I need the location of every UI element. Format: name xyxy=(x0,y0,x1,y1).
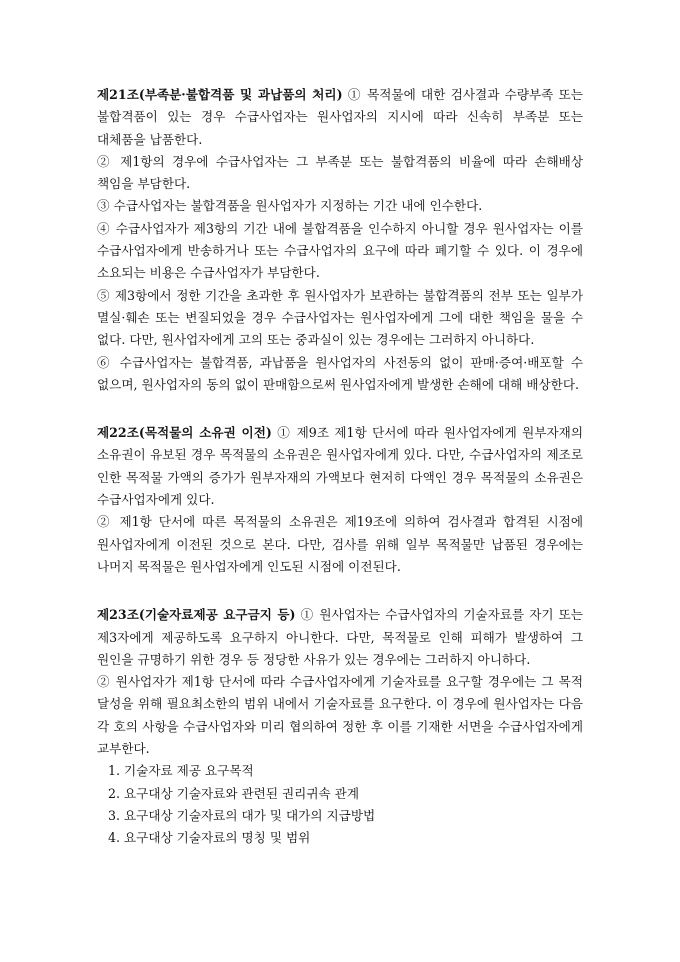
article-23 xyxy=(97,604,583,849)
list-item: 4. 요구대상 기술자료의 명칭 및 범위 xyxy=(108,830,311,846)
list-item: 2. 요구대상 기술자료와 관련된 권리귀속 관계 xyxy=(108,785,360,801)
document-page xyxy=(97,84,583,850)
article-21 xyxy=(97,84,583,396)
article-23-paragraph-1: 제23조(기술자료제공 요구금지 등) ① 원사업자는 수급사업자의 기술자료를 자기 또는 제3자에게 제공하도록 요구하지 아니한다. 다만, 목적물로 인해 피해가 발생하여 그 원인을 규명하기 위한 경우 등 정당한 사유가 있는 경우에는 그러하지 아니하다. xyxy=(97,607,584,667)
article-21-heading: 제21조(부족분·불합격품 및 과납품의 처리) xyxy=(97,87,343,102)
article-23-item-list xyxy=(97,760,583,849)
list-item: 3. 요구대상 기술자료의 대가 및 대가의 지급방법 xyxy=(108,807,376,823)
article-23-paragraph-2: ② 원사업자가 제1항 단서에 따라 수급사업자에게 기술자료를 요구할 경우에는 그 목적 달성을 위해 필요최소한의 범위 내에서 기술자료를 요구한다. 이 경우에 원사업자는 다음 각 호의 사항을 수급사업자와 미리 협의하여 정한 후 이를 기재한 서면을 수급사업자에게 교부한다. xyxy=(97,674,583,757)
article-21-paragraph-1: 제21조(부족분·불합격품 및 과납품의 처리) ① 목적물에 대한 검사결과 수량부족 또는 불합격품이 있는 경우 수급사업자는 원사업자의 지시에 따라 신속히 부족분 또는 대체품을 납품한다. xyxy=(97,87,583,147)
article-21-paragraph-6: ⑥ 수급사업자는 불합격품, 과납품을 원사업자의 사전동의 없이 판매·증여·배포할 수 없으며, 원사업자의 동의 없이 판매함으로써 원사업자에게 발생한 손해에 대해 배상한다. xyxy=(97,354,583,392)
article-21-paragraph-5: ⑤ 제3항에서 정한 기간을 초과한 후 원사업자가 보관하는 불합격품의 전부 또는 일부가 멸실·훼손 또는 변질되었을 경우 수급사업자는 원사업자에게 그에 대한 책임을 물을 수 없다. 다만, 원사업자에게 고의 또는 중과실이 있는 경우에는 그러하지 아니하다. xyxy=(97,287,583,348)
article-21-paragraph-2: ② 제1항의 경우에 수급사업자는 그 부족분 또는 불합격품의 비율에 따라 손해배상 책임을 부담한다. xyxy=(97,153,583,192)
article-22-heading: 제22조(목적물의 소유권 이전) xyxy=(97,425,272,441)
article-21-paragraph-4: ④ 수급사업자가 제3항의 기간 내에 불합격품을 인수하지 아니할 경우 원사업자는 이를 수급사업자에게 반송하거나 또는 수급사업자의 요구에 따라 폐기할 수 있다. 이 경우에 소요되는 비용은 수급사업자가 부담한다. xyxy=(97,220,583,281)
list-item: 1. 기술자료 제공 요구목적 xyxy=(108,763,254,779)
article-22-paragraph-1: 제22조(목적물의 소유권 이전) ① 제9조 제1항 단서에 따라 원사업자에게 원부자재의 소유권이 유보된 경우 목적물의 소유권은 원사업자에게 있다. 다만, 수급사업자의 제조로 인한 목적물 가액의 증가가 원부자재의 가액보다 현저히 다액인 경우 목적물의 소유권은 수급사업자에게 있다. xyxy=(97,425,583,508)
article-21-paragraph-3: ③ 수급사업자는 불합격품을 원사업자가 지정하는 기간 내에 인수한다. xyxy=(97,198,483,214)
article-22-paragraph-2: ② 제1항 단서에 따른 목적물의 소유권은 제19조에 의하여 검사결과 합격된 시점에 원사업자에게 이전된 것으로 본다. 다만, 검사를 위해 일부 목적물만 납품된 경우에는 나머지 목적물은 원사업자에게 인도된 시점에 이전된다. xyxy=(97,514,583,574)
article-23-heading: 제23조(기술자료제공 요구금지 등) xyxy=(97,607,296,623)
article-22 xyxy=(97,422,583,578)
